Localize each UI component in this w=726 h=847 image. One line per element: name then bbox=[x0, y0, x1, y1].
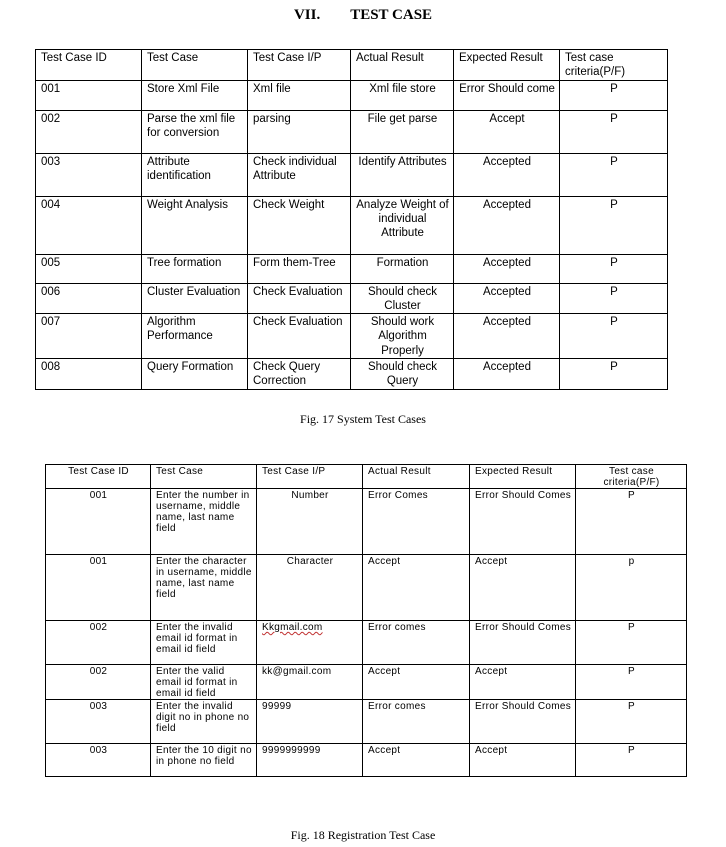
table-cell: Error Should come bbox=[454, 80, 560, 110]
table-cell: Enter the invalid email id format in email id field bbox=[151, 621, 257, 665]
table-cell: 001 bbox=[36, 80, 142, 110]
table-cell: Accept bbox=[470, 555, 576, 621]
table-cell: Error Should Comes bbox=[470, 621, 576, 665]
table-cell: 008 bbox=[36, 359, 142, 390]
table-cell: Should work Algorithm Properly bbox=[351, 314, 454, 359]
table-cell: P bbox=[576, 700, 687, 744]
table-cell: 003 bbox=[46, 700, 151, 744]
table-cell: Accept bbox=[470, 744, 576, 777]
header-cell: Test Case bbox=[151, 465, 257, 489]
table-cell: Error comes bbox=[363, 700, 470, 744]
table-cell: Should check Cluster bbox=[351, 283, 454, 314]
table-cell: File get parse bbox=[351, 110, 454, 153]
table-cell: 002 bbox=[36, 110, 142, 153]
table-cell: 001 bbox=[46, 555, 151, 621]
table-cell: p bbox=[576, 555, 687, 621]
table-cell: Character bbox=[257, 555, 363, 621]
table-cell: Parse the xml file for conversion bbox=[142, 110, 248, 153]
table-row bbox=[46, 621, 687, 665]
header-cell: Test Case ID bbox=[36, 50, 142, 81]
table-cell: P bbox=[560, 283, 668, 314]
table-cell: Error Comes bbox=[363, 489, 470, 555]
table-row bbox=[36, 283, 668, 314]
table-cell: 004 bbox=[36, 196, 142, 254]
section-number: VII. bbox=[293, 7, 321, 23]
table-cell: 003 bbox=[46, 744, 151, 777]
table-cell: P bbox=[576, 621, 687, 665]
header-cell: Expected Result bbox=[454, 50, 560, 81]
header-cell: Test Case I/P bbox=[257, 465, 363, 489]
table-cell: Check Evaluation bbox=[248, 314, 351, 359]
header-cell: Actual Result bbox=[363, 465, 470, 489]
table-cell: 007 bbox=[36, 314, 142, 359]
table-cell: Analyze Weight of individual Attribute bbox=[351, 196, 454, 254]
section-title: TEST CASE bbox=[350, 7, 433, 23]
table-cell: 9999999999 bbox=[257, 744, 363, 777]
table-cell: Accept bbox=[363, 665, 470, 700]
table-cell: Store Xml File bbox=[142, 80, 248, 110]
table-cell: 99999 bbox=[257, 700, 363, 744]
table-row bbox=[36, 196, 668, 254]
table-cell: kk@gmail.com bbox=[257, 665, 363, 700]
table-cell: P bbox=[560, 254, 668, 283]
table-cell: Xml file bbox=[248, 80, 351, 110]
table-cell: Should check Query bbox=[351, 359, 454, 390]
table-cell: 002 bbox=[46, 665, 151, 700]
table-row bbox=[46, 700, 687, 744]
table-cell: 001 bbox=[46, 489, 151, 555]
table-header-row bbox=[46, 465, 687, 489]
figure-caption: Fig. 17 System Test Cases bbox=[300, 412, 426, 426]
table-cell: P bbox=[560, 153, 668, 196]
table-cell: Formation bbox=[351, 254, 454, 283]
table-cell: P bbox=[560, 314, 668, 359]
table-cell: Accepted bbox=[454, 196, 560, 254]
table-cell: 006 bbox=[36, 283, 142, 314]
header-cell: Test Case ID bbox=[46, 465, 151, 489]
table-cell: Enter the 10 digit no in phone no field bbox=[151, 744, 257, 777]
table-cell: Check Evaluation bbox=[248, 283, 351, 314]
table-cell: Cluster Evaluation bbox=[142, 283, 248, 314]
table-cell: Check Weight bbox=[248, 196, 351, 254]
table-cell: P bbox=[560, 359, 668, 390]
table-cell: Check individual Attribute bbox=[248, 153, 351, 196]
table-cell: Enter the number in username, middle name, last name field bbox=[151, 489, 257, 555]
table-cell: Enter the invalid digit no in phone no field bbox=[151, 700, 257, 744]
table-cell: Xml file store bbox=[351, 80, 454, 110]
table-cell: Number bbox=[257, 489, 363, 555]
table-row bbox=[46, 489, 687, 555]
table-cell: Error Should Comes bbox=[470, 700, 576, 744]
table-cell: Accepted bbox=[454, 283, 560, 314]
table-row bbox=[36, 254, 668, 283]
system-test-cases-table bbox=[35, 49, 668, 390]
table-cell: P bbox=[560, 80, 668, 110]
table-cell: Accept bbox=[363, 555, 470, 621]
table-cell: Query Formation bbox=[142, 359, 248, 390]
table-cell: P bbox=[576, 665, 687, 700]
table-cell: Identify Attributes bbox=[351, 153, 454, 196]
table-cell: P bbox=[560, 196, 668, 254]
table-cell: parsing bbox=[248, 110, 351, 153]
table-cell: Error comes bbox=[363, 621, 470, 665]
table-cell: 005 bbox=[36, 254, 142, 283]
table-cell: Accept bbox=[470, 665, 576, 700]
table-row bbox=[46, 555, 687, 621]
table-cell: Accept bbox=[454, 110, 560, 153]
table-cell: Enter the character in username, middle name, last name field bbox=[151, 555, 257, 621]
figure-caption: Fig. 18 Registration Test Case bbox=[290, 828, 436, 842]
table-cell: 003 bbox=[36, 153, 142, 196]
table-cell: P bbox=[560, 110, 668, 153]
header-cell: Expected Result bbox=[470, 465, 576, 489]
table-cell: Algorithm Performance bbox=[142, 314, 248, 359]
table-row bbox=[46, 665, 687, 700]
table-cell: Accepted bbox=[454, 254, 560, 283]
table-cell: Accepted bbox=[454, 153, 560, 196]
table-cell bbox=[257, 621, 363, 665]
table-cell: Enter the valid email id format in email id field bbox=[151, 665, 257, 700]
header-cell: Test case criteria(P/F) bbox=[560, 50, 668, 81]
table-cell: Accepted bbox=[454, 314, 560, 359]
table-cell: 002 bbox=[46, 621, 151, 665]
table-cell: Weight Analysis bbox=[142, 196, 248, 254]
table-cell: Accept bbox=[363, 744, 470, 777]
header-cell: Test case criteria(P/F) bbox=[576, 465, 687, 489]
table-row bbox=[36, 359, 668, 390]
header-cell: Test Case I/P bbox=[248, 50, 351, 81]
table-row bbox=[36, 80, 668, 110]
header-cell: Actual Result bbox=[351, 50, 454, 81]
table-cell: Tree formation bbox=[142, 254, 248, 283]
table-row bbox=[36, 314, 668, 359]
section-heading bbox=[0, 7, 726, 24]
table-cell: P bbox=[576, 744, 687, 777]
table-cell: Check Query Correction bbox=[248, 359, 351, 390]
registration-test-cases-table bbox=[45, 464, 687, 777]
table-row bbox=[36, 153, 668, 196]
table-cell: Attribute identification bbox=[142, 153, 248, 196]
table-cell: Error Should Comes bbox=[470, 489, 576, 555]
table-cell: Accepted bbox=[454, 359, 560, 390]
input-value-flagged: Kkgmail.com bbox=[262, 622, 323, 633]
table-cell: Form them-Tree bbox=[248, 254, 351, 283]
table-row bbox=[46, 744, 687, 777]
table-header-row bbox=[36, 50, 668, 81]
header-cell: Test Case bbox=[142, 50, 248, 81]
table-cell: P bbox=[576, 489, 687, 555]
table-row bbox=[36, 110, 668, 153]
